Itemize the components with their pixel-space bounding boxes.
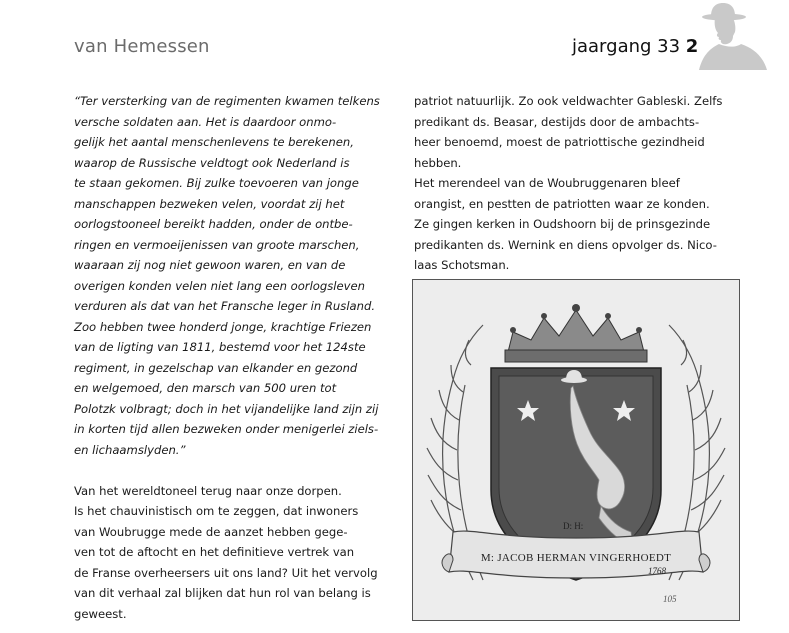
right-column — [414, 91, 740, 276]
quote-line: Zoo hebben twee honderd jonge, krachtige Friezen — [74, 319, 372, 334]
issue-volume: jaargang 33 — [572, 36, 681, 57]
quote-line: Polotzk volbragt; doch in het vijandelijke land zijn zij — [74, 401, 379, 416]
quote-line: overigen konden velen niet lang een oorlogsleven — [74, 278, 365, 293]
left-column — [74, 91, 390, 624]
body-line: Van het wereldtoneel terug naar onze dorpen. — [74, 483, 342, 498]
quote-line: waaraan zij nog niet gewoon waren, en van de — [74, 258, 346, 272]
body-line: hebben. — [414, 155, 462, 170]
quote-line: gelijk het aantal menschenlevens te berekenen, — [74, 135, 354, 149]
body-line: van Woubrugge mede de aanzet hebben gege- — [74, 524, 348, 539]
corner-number-text: 105 — [663, 594, 677, 604]
quote-line: in korten tijd allen bezweken onder menigerlei ziels- — [74, 422, 379, 436]
body-line: Ze gingen kerken in Oudshoorn bij de prinsgezinde — [414, 217, 711, 231]
quote-line: manschappen bezweken velen, voordat zij het — [74, 196, 345, 211]
body-line: van dit verhaal zal blijken dat hun rol van belang is — [74, 586, 371, 600]
body-line: predikanten ds. Wernink en diens opvolger ds. Nico- — [414, 237, 717, 252]
body-paragraph — [74, 481, 390, 625]
body-line: de Franse overheersers uit ons land? Uit het vervolg — [74, 565, 378, 580]
quote-block — [74, 91, 390, 460]
quote-line: oorlogstooneel bereikt hadden, onder de ontbe- — [74, 217, 353, 231]
quote-line: ringen en vermoeijenissen van groote marschen, — [74, 237, 360, 252]
issue-label — [572, 36, 698, 57]
body-line: laas Schotsman. — [414, 258, 510, 272]
page-header-title: van Hemessen — [74, 36, 210, 57]
body-line: patriot natuurlijk. Zo ook veldwachter Gableski. Zelfs — [414, 94, 723, 108]
quote-line: en lichaamslyden.” — [74, 442, 186, 457]
coat-of-arms-illustration — [413, 280, 739, 620]
body-line: Het merendeel van de Woubruggenaren bleef — [414, 176, 680, 190]
issue-number: 2 — [685, 36, 699, 57]
body-line: geweest. — [74, 606, 127, 621]
quote-line: “Ter versterking van de regimenten kwamen telkens — [74, 94, 380, 108]
quote-line: verduren als dat van het Fransche leger in Rusland. — [74, 299, 376, 313]
coat-of-arms-image — [412, 279, 740, 621]
body-line: predikant ds. Beasar, destijds door de ambachts- — [414, 114, 700, 129]
quote-line: en welgemoed, den marsch van 500 uren tot — [74, 381, 337, 395]
body-line: heer benoemd, moest de patriottische gezindheid — [414, 135, 705, 149]
quote-line: regiment, in gezelschap van elkander en gezond — [74, 360, 358, 375]
banner-year-text: 1768 — [648, 566, 666, 576]
body-line: orangist, en pestten de patriotten waar ze konden. — [414, 196, 710, 211]
body-line: Is het chauvinistisch om te zeggen, dat inwoners — [74, 504, 359, 518]
quote-line: van de ligting van 1811, bestemd voor het 124ste — [74, 340, 366, 354]
banner-name-text: M: JACOB HERMAN VINGERHOEDT — [480, 552, 672, 564]
body-line: ven tot de aftocht en het definitieve vertrek van — [74, 545, 355, 559]
quote-line: waarop de Russische veldtogt ook Nederland is — [74, 155, 350, 170]
silhouette-hat-man-icon — [689, 0, 769, 70]
banner-top-text: D: H: — [563, 521, 584, 531]
quote-line: te staan gekomen. Bij zulke toevoeren van jonge — [74, 176, 359, 190]
quote-line: versche soldaten aan. Het is daardoor onmo- — [74, 114, 337, 129]
